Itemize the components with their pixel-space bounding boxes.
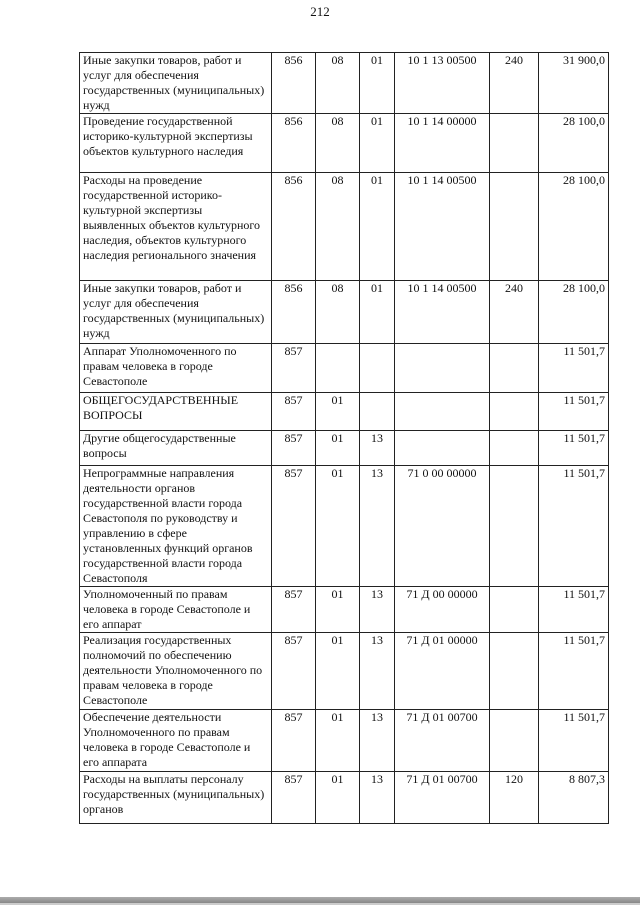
target-article-code: 10 1 14 00000 xyxy=(395,114,490,173)
item-name: ОБЩЕГОСУДАРСТВЕННЫЕ ВОПРОСЫ xyxy=(80,393,272,431)
amount: 11 501,7 xyxy=(539,344,609,393)
department-code: 856 xyxy=(272,114,316,173)
table-row xyxy=(80,173,609,281)
expense-type-code xyxy=(490,344,539,393)
target-article-code: 71 Д 01 00700 xyxy=(395,772,490,824)
section-code: 01 xyxy=(316,710,360,772)
item-name: Аппарат Уполномоченного по правам человека в городе Севастополе xyxy=(80,344,272,393)
subsection-code xyxy=(360,393,395,431)
subsection-code: 01 xyxy=(360,173,395,281)
item-name: Уполномоченный по правам человека в городе Севастополе и его аппарат xyxy=(80,587,272,633)
subsection-code: 13 xyxy=(360,431,395,466)
subsection-code: 13 xyxy=(360,587,395,633)
table-row xyxy=(80,393,609,431)
expense-type-code xyxy=(490,633,539,710)
amount: 11 501,7 xyxy=(539,587,609,633)
table-row xyxy=(80,772,609,824)
subsection-code: 01 xyxy=(360,53,395,114)
section-code: 08 xyxy=(316,173,360,281)
expense-type-code xyxy=(490,114,539,173)
item-name: Иные закупки товаров, работ и услуг для обеспечения государственных (муниципальных) нужд xyxy=(80,281,272,344)
expense-type-code: 120 xyxy=(490,772,539,824)
department-code: 856 xyxy=(272,281,316,344)
target-article-code: 71 Д 01 00000 xyxy=(395,633,490,710)
table-row xyxy=(80,466,609,587)
amount: 11 501,7 xyxy=(539,466,609,587)
item-name: Непрограммные направления деятельности органов государственной власти города Севастополя по руководству и управлению в сфере установленных функций органов государственной власти города Севастополя xyxy=(80,466,272,587)
section-code: 08 xyxy=(316,53,360,114)
table-row xyxy=(80,114,609,173)
expense-type-code xyxy=(490,173,539,281)
amount: 11 501,7 xyxy=(539,431,609,466)
table-row xyxy=(80,431,609,466)
subsection-code: 13 xyxy=(360,772,395,824)
section-code: 01 xyxy=(316,587,360,633)
section-code: 01 xyxy=(316,772,360,824)
target-article-code: 10 1 13 00500 xyxy=(395,53,490,114)
budget-table xyxy=(79,52,609,824)
amount: 28 100,0 xyxy=(539,114,609,173)
target-article-code xyxy=(395,431,490,466)
department-code: 857 xyxy=(272,633,316,710)
amount: 11 501,7 xyxy=(539,710,609,772)
target-article-code xyxy=(395,393,490,431)
item-name: Проведение государственной историко-культурной экспертизы объектов культурного наследия xyxy=(80,114,272,173)
department-code: 857 xyxy=(272,466,316,587)
section-code xyxy=(316,344,360,393)
department-code: 857 xyxy=(272,772,316,824)
expense-type-code xyxy=(490,393,539,431)
item-name: Расходы на проведение государственной историко-культурной экспертизы выявленных объектов культурного наследия, объектов культурного наследия регионального значения xyxy=(80,173,272,281)
table-row xyxy=(80,281,609,344)
table-row xyxy=(80,633,609,710)
department-code: 857 xyxy=(272,710,316,772)
department-code: 856 xyxy=(272,173,316,281)
item-name: Другие общегосударственные вопросы xyxy=(80,431,272,466)
expense-type-code: 240 xyxy=(490,281,539,344)
subsection-code: 01 xyxy=(360,281,395,344)
amount: 28 100,0 xyxy=(539,173,609,281)
section-code: 08 xyxy=(316,114,360,173)
target-article-code: 71 Д 00 00000 xyxy=(395,587,490,633)
target-article-code xyxy=(395,344,490,393)
amount: 11 501,7 xyxy=(539,633,609,710)
department-code: 857 xyxy=(272,393,316,431)
department-code: 857 xyxy=(272,587,316,633)
page-number: 212 xyxy=(310,4,330,19)
amount: 11 501,7 xyxy=(539,393,609,431)
subsection-code: 01 xyxy=(360,114,395,173)
expense-type-code xyxy=(490,587,539,633)
expense-type-code xyxy=(490,431,539,466)
target-article-code: 71 0 00 00000 xyxy=(395,466,490,587)
target-article-code: 10 1 14 00500 xyxy=(395,281,490,344)
amount: 31 900,0 xyxy=(539,53,609,114)
section-code: 01 xyxy=(316,633,360,710)
item-name: Иные закупки товаров, работ и услуг для обеспечения государственных (муниципальных) нужд xyxy=(80,53,272,114)
item-name: Расходы на выплаты персоналу государственных (муниципальных) органов xyxy=(80,772,272,824)
expense-type-code xyxy=(490,466,539,587)
subsection-code: 13 xyxy=(360,633,395,710)
amount: 8 807,3 xyxy=(539,772,609,824)
subsection-code: 13 xyxy=(360,466,395,587)
item-name: Обеспечение деятельности Уполномоченного по правам человека в городе Севастополе и его аппарата xyxy=(80,710,272,772)
section-code: 01 xyxy=(316,431,360,466)
amount: 28 100,0 xyxy=(539,281,609,344)
table-row xyxy=(80,587,609,633)
table-row xyxy=(80,53,609,114)
section-code: 01 xyxy=(316,466,360,587)
department-code: 856 xyxy=(272,53,316,114)
item-name: Реализация государственных полномочий по обеспечению деятельности Уполномоченного по правам человека в городе Севастополе xyxy=(80,633,272,710)
expense-type-code xyxy=(490,710,539,772)
department-code: 857 xyxy=(272,344,316,393)
target-article-code: 71 Д 01 00700 xyxy=(395,710,490,772)
subsection-code xyxy=(360,344,395,393)
section-code: 01 xyxy=(316,393,360,431)
table-row xyxy=(80,344,609,393)
target-article-code: 10 1 14 00500 xyxy=(395,173,490,281)
section-code: 08 xyxy=(316,281,360,344)
table-row xyxy=(80,710,609,772)
department-code: 857 xyxy=(272,431,316,466)
expense-type-code: 240 xyxy=(490,53,539,114)
subsection-code: 13 xyxy=(360,710,395,772)
